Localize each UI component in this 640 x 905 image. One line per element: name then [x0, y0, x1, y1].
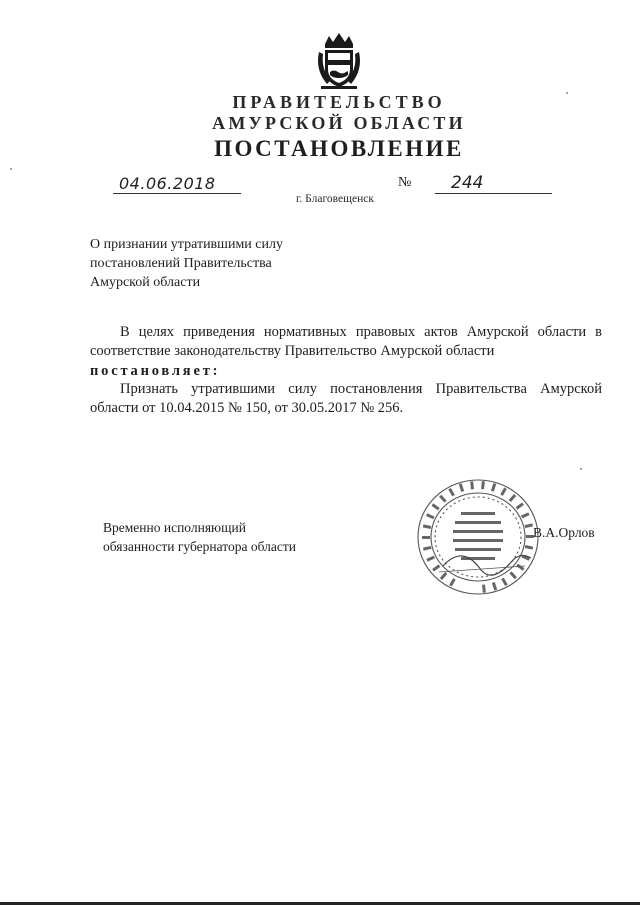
scan-speck: [566, 92, 568, 94]
date-field: [113, 173, 241, 194]
scan-speck: [580, 468, 582, 470]
number-label: №: [398, 175, 412, 190]
signatory-name: В.А.Орлов: [533, 525, 595, 540]
preamble-line: соответствие законодательству Правительство Амурской области: [90, 343, 495, 359]
subject-line: постановлений Правительства: [90, 256, 272, 271]
resolution-line: Признать утратившими силу постановления Правительства Амурской: [120, 381, 602, 397]
document-date: 04.06.2018: [119, 174, 216, 193]
signatory-title: [103, 518, 296, 556]
document-subject: [90, 235, 283, 292]
resolution-line: области от 10.04.2015 № 150, от 30.05.2017 № 256.: [90, 400, 404, 416]
subject-line: О признании утратившими силу: [90, 237, 283, 252]
coat-of-arms-icon: [313, 30, 365, 90]
org-name-line-1: ПРАВИТЕЛЬСТВО: [232, 92, 446, 112]
document-number: 244: [451, 173, 484, 193]
signatory-title-line: Временно исполняющий: [103, 520, 246, 535]
preamble-paragraph: [90, 323, 602, 361]
org-name-line-2: АМУРСКОЙ ОБЛАСТИ: [212, 113, 466, 133]
signatory-title-line: обязанности губернатора области: [103, 539, 296, 554]
subject-line: Амурской области: [90, 275, 201, 290]
number-field: [435, 173, 552, 194]
scan-speck: [10, 168, 12, 170]
city-of-issue: г. Благовещенск: [296, 193, 374, 205]
document-type-title: ПОСТАНОВЛЕНИЕ: [214, 136, 464, 161]
resolves-keyword: постановляет:: [90, 363, 221, 379]
resolution-paragraph: [90, 380, 602, 418]
preamble-line: В целях приведения нормативных правовых актов Амурской области в: [120, 324, 602, 340]
official-seal-stamp: [413, 474, 543, 600]
